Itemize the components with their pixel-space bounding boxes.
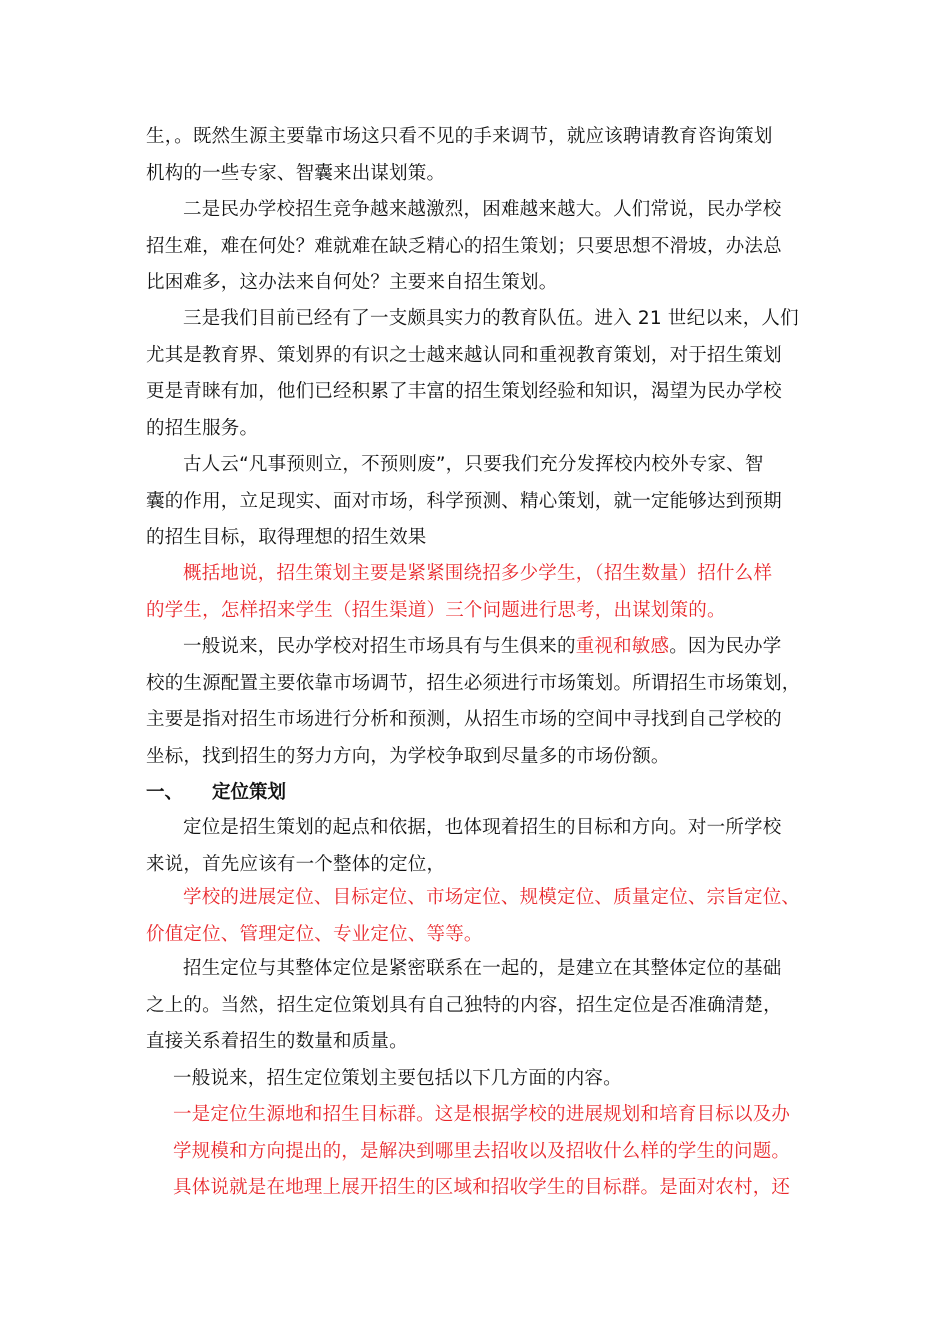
text-line bbox=[0, 629, 950, 666]
text-line: 之上的。当然，招生定位策划具有自己独特的内容，招生定位是否准确清楚， bbox=[146, 994, 782, 1016]
text-line: 的招生服务。 bbox=[146, 417, 259, 439]
text-line: 招生定位与其整体定位是紧密联系在一起的，是建立在其整体定位的基础 bbox=[183, 958, 782, 979]
paragraph-7 bbox=[0, 951, 950, 1061]
text-line: 生，。既然生源主要靠市场这只看不见的手来调节，就应该聘请教育咨询策划 bbox=[146, 126, 773, 147]
paragraph-4 bbox=[0, 447, 950, 557]
heading-title: 定位策划 bbox=[212, 782, 287, 803]
text-segment: 。因为民办学 bbox=[669, 636, 782, 657]
text-line: 校的生源配置主要依靠市场调节，招生必须进行市场策划。所谓招生市场策划， bbox=[146, 672, 801, 694]
text-line: 一是定位生源地和招生目标群。这是根据学校的进展规划和培育目标以及办 bbox=[173, 1104, 791, 1125]
text-line: 主要是指对招生市场进行分析和预测，从招生市场的空间中寻找到自己学校的 bbox=[146, 709, 782, 730]
paragraph-8 bbox=[0, 1061, 950, 1098]
text-line: 尤其是教育界、策划界的有识之士越来越认同和重视教育策划，对于招生策划 bbox=[146, 344, 782, 366]
text-line: 古人云“凡事预则立，不预则废”，只要我们充分发挥校内校外专家、智 bbox=[183, 454, 764, 475]
text-line: 坐标，找到招生的努力方向，为学校争取到尽量多的市场份额。 bbox=[146, 745, 670, 767]
text-line: 直接关系着招生的数量和质量。 bbox=[146, 1031, 408, 1052]
text-line: 二是民办学校招生竞争越来越激烈，困难越来越大。人们常说，民办学校 bbox=[183, 199, 782, 220]
text-segment: 一般说来，民办学校对招生市场具有与生俱来的 bbox=[183, 636, 576, 657]
section-heading bbox=[146, 775, 286, 811]
highlight-paragraph-summary bbox=[0, 556, 950, 629]
paragraph-2 bbox=[0, 192, 950, 302]
text-line: 一般说来，招生定位策划主要包括以下几方面的内容。 bbox=[173, 1068, 622, 1089]
highlighted-phrase: 重视和敏感 bbox=[575, 636, 670, 657]
text-line: 囊的作用，立足现实、面对市场，科学预测、精心策划，就一定能够达到预期 bbox=[146, 490, 782, 512]
text-line: 招生难，难在何处？难就难在缺乏精心的招生策划；只要思想不滑坡，办法总 bbox=[146, 235, 782, 257]
heading-number: 一、 bbox=[146, 782, 184, 803]
text-line: 定位是招生策划的起点和依据，也体现着招生的目标和方向。对一所学校 bbox=[183, 817, 782, 838]
highlight-paragraph-positions bbox=[0, 880, 950, 953]
paragraph-3 bbox=[0, 301, 950, 447]
highlight-paragraph-source bbox=[0, 1097, 950, 1207]
paragraph-6 bbox=[0, 810, 950, 883]
text-line: 的学生，怎样招来学生（招生渠道）三个问题进行思考，出谋划策的。 bbox=[146, 599, 726, 621]
text-line: 来说，首先应该有一个整体的定位， bbox=[146, 853, 446, 875]
text-line: 价值定位、管理定位、专业定位、等等。 bbox=[146, 923, 483, 945]
paragraph-5 bbox=[0, 629, 950, 775]
text-line: 的招生目标，取得理想的招生效果 bbox=[146, 527, 427, 548]
text-line: 比困难多，这办法来自何处？主要来自招生策划。 bbox=[146, 272, 558, 293]
text-line: 具体说就是在地理上展开招生的区域和招收学生的目标群。是面对农村，还 bbox=[173, 1177, 791, 1198]
text-line: 三是我们目前已经有了一支颇具实力的教育队伍。进入 21 世纪以来，人们 bbox=[183, 308, 799, 329]
text-line: 学校的进展定位、目标定位、市场定位、规模定位、质量定位、宗旨定位、 bbox=[183, 887, 801, 908]
text-line: 概括地说，招生策划主要是紧紧围绕招多少学生，（招生数量）招什么样 bbox=[183, 563, 773, 584]
text-line: 更是青睐有加，他们已经积累了丰富的招生策划经验和知识，渴望为民办学校 bbox=[146, 381, 782, 402]
text-line: 机构的一些专家、智囊来出谋划策。 bbox=[146, 162, 446, 184]
paragraph-1 bbox=[0, 119, 950, 192]
text-line: 学规模和方向提出的，是解决到哪里去招收以及招收什么样的学生的问题。 bbox=[173, 1140, 791, 1162]
